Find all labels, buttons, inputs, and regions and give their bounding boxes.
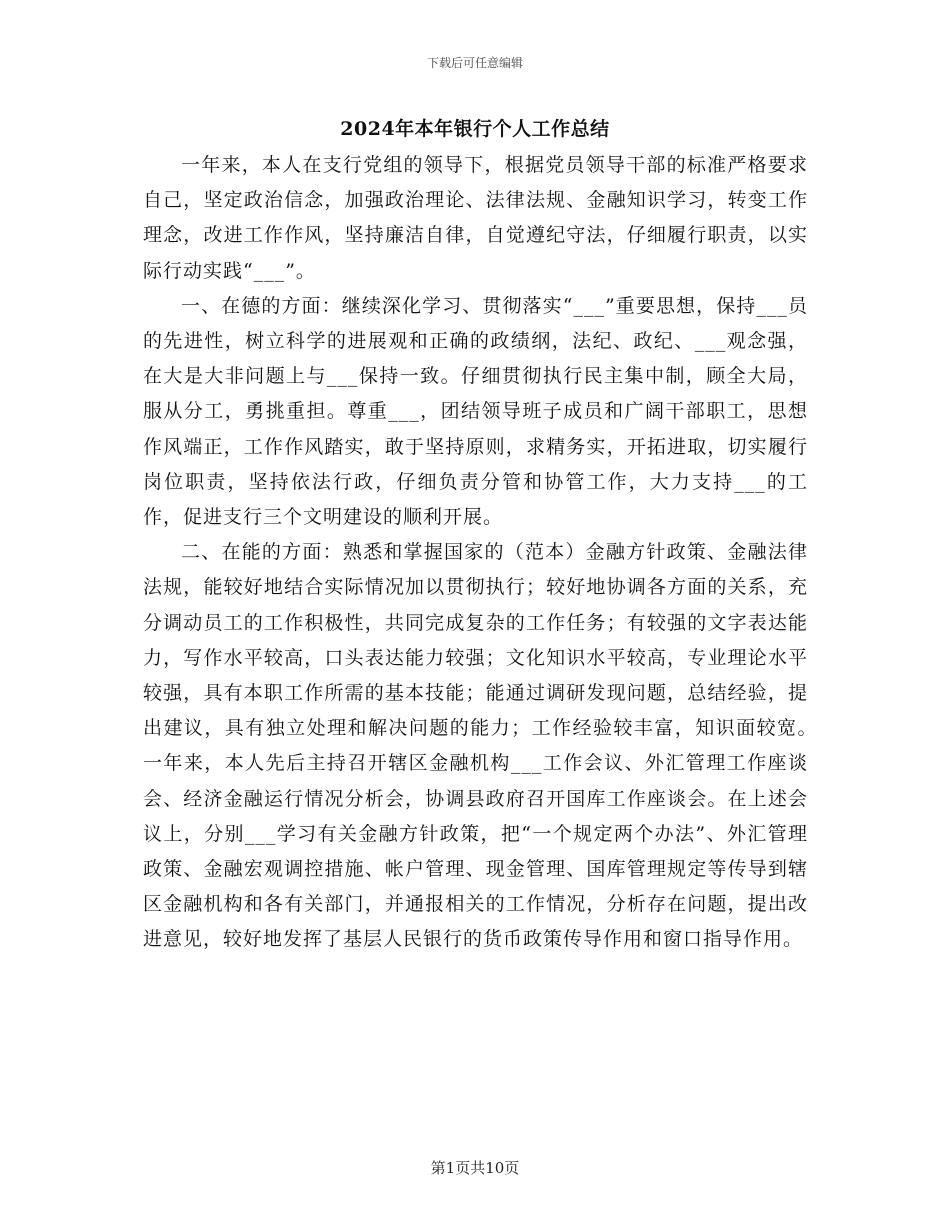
paragraph-ability: 二、在能的方面：熟悉和掌握国家的（范本）金融方针政策、金融法律法规，能较好地结合实际情况加以贯彻执行；较好地协调各方面的关系，充分调动员工的工作积极性，共同完成复杂的工作任务；有较强的文字表达能力，写作水平较高，口头表达能力较强；文化知识水平较高，专业理论水平较强，具有本职工作所需的基本技能；能通过调研发现问题，总结经验，提出建议，具有独立处理和解决问题的能力；工作经验较丰富，知识面较宽。 一年来，本人先后主持召开辖区金融机构___工作会议、外汇管理工作座谈会、经济金融运行情况分析会，协调县政府召开国库工作座谈会。在上述会议上，分别___学习有关金融方针政策，把“一个规定两个办法”、外汇管理政策、金融宏观调控措施、帐户管理、现金管理、国库管理规定等传导到辖区金融机构和各有关部门，并通报相关的工作情况，分析存在问题，提出改进意见，较好地发挥了基层人民银行的货币政策传导作用和窗口指导作用。 [143, 541, 829, 951]
paragraph-intro: 一年来，本人在支行党组的领导下，根据党员领导干部的标准严格要求自己，坚定政治信念，加强政治理论、法律法规、金融知识学习，转变工作理念，改进工作作风，坚持廉洁自律，自觉遵纪守法，仔细履行职责，以实际行动实践“___”。 [143, 154, 808, 282]
page-number: 第1页共10页 [430, 1159, 520, 1177]
paragraph-morality: 一、在德的方面：继续深化学习、贯彻落实“___”重要思想，保持___员的先进性，树立科学的进展观和正确的政绩纲，法纪、政纪、___观念强，在大是大非问题上与___保持一致。仔细贯彻执行民主集中制，顾全大局，服从分工，勇挑重担。尊重___，团结领导班子成员和广阔干部职工，思想作风端正，工作作风踏实，敢于坚持原则，求精务实，开拓进取，切实履行岗位职责，坚持依法行政，仔细负责分管和协管工作，大力支持___的工作，促进支行三个文明建设的顺利开展。 [143, 294, 808, 529]
document-body [143, 148, 829, 958]
document-title: 2024年本年银行个人工作总结 [340, 118, 610, 140]
header-note: 下载后可任意编辑 [426, 56, 523, 70]
